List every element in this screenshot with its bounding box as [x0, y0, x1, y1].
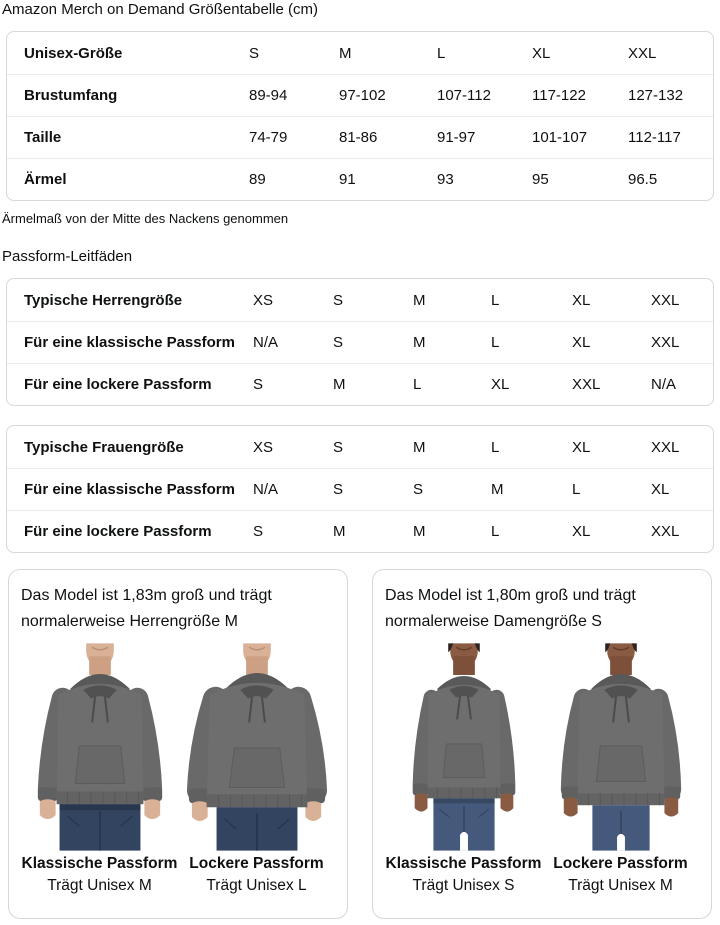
table-row: [7, 158, 713, 200]
table-row: [7, 468, 713, 510]
size-cell: S: [249, 44, 260, 62]
size-cell: 107-112: [437, 87, 491, 104]
size-cell: N/A: [651, 376, 677, 393]
size-cell: 93: [437, 171, 454, 188]
model-card-heading: Das Model ist 1,83m groß und trägt normalerweise Herrengröße M: [21, 587, 272, 630]
size-cell: M: [413, 523, 426, 540]
male-model-card: [8, 569, 348, 919]
figure-caption: [542, 855, 699, 895]
size-cell: L: [491, 438, 500, 456]
size-cell: XXL: [651, 523, 680, 540]
table-row: [7, 363, 713, 405]
table-row: [7, 321, 713, 363]
size-cell: M: [333, 376, 346, 393]
size-cell: XL: [491, 376, 510, 393]
fit-type-label: Klassische Passform: [21, 855, 178, 872]
size-cell: S: [333, 438, 344, 456]
size-cell: S: [253, 523, 264, 540]
size-cell: N/A: [253, 334, 279, 351]
size-cell: XL: [651, 481, 670, 498]
size-cell: S: [413, 481, 424, 498]
table-row: [7, 426, 713, 468]
fit-guides-title: Passform-Leitfäden: [2, 248, 133, 265]
size-cell: L: [491, 523, 500, 540]
figure-caption: [21, 855, 178, 895]
size-cell: 95: [532, 171, 549, 188]
size-cell: XL: [572, 438, 591, 456]
size-cell: XL: [572, 291, 591, 309]
size-cell: L: [491, 291, 500, 309]
table-row: [7, 74, 713, 116]
size-cell: 91: [339, 171, 356, 188]
size-cell: L: [491, 334, 500, 351]
size-cell: 127-132: [628, 87, 684, 104]
size-cell: N/A: [253, 481, 279, 498]
row-label: Taille: [24, 129, 62, 146]
fit-type-label: Lockere Passform: [553, 855, 688, 872]
mens-fit-table: [6, 278, 714, 406]
size-cell: L: [437, 44, 446, 62]
size-cell: S: [253, 376, 264, 393]
model-card-heading: Das Model ist 1,80m groß und trägt normalerweise Damengröße S: [385, 587, 636, 630]
size-cell: L: [413, 376, 422, 393]
model-cards: [8, 569, 712, 919]
sleeve-measure-note: Ärmelmaß von der Mitte des Nackens genommen: [2, 211, 289, 226]
size-cell: 74-79: [249, 129, 288, 146]
page-title: Amazon Merch on Demand Größentabelle (cm): [2, 1, 318, 18]
size-cell: 89: [249, 171, 266, 188]
table-row: [7, 116, 713, 158]
row-label: Typische Frauengröße: [24, 438, 184, 456]
size-cell: M: [413, 334, 426, 351]
worn-size-label: Trägt Unisex M: [47, 877, 152, 894]
table-row: [7, 510, 713, 552]
size-cell: XXL: [651, 438, 680, 456]
figure-loose-fit: [542, 643, 699, 895]
size-cell: 112-117: [628, 129, 681, 146]
model-photo-male-loose: [183, 643, 331, 851]
figure-caption: [385, 855, 542, 895]
size-cell: XXL: [651, 291, 680, 309]
size-cell: S: [333, 334, 344, 351]
fit-type-label: Klassische Passform: [385, 855, 542, 872]
size-cell: S: [333, 291, 344, 309]
worn-size-label: Trägt Unisex M: [568, 877, 673, 894]
size-cell: XXL: [572, 376, 601, 393]
worn-size-label: Trägt Unisex L: [206, 877, 307, 894]
row-label: Für eine lockere Passform: [24, 376, 212, 393]
model-photo-female-classic: [390, 643, 538, 851]
model-photo-female-loose: [547, 643, 695, 851]
model-photo-male-classic: [26, 643, 174, 851]
size-cell: M: [339, 44, 352, 62]
table-row: [7, 279, 713, 321]
size-cell: XXL: [628, 44, 657, 62]
size-cell: XL: [572, 334, 591, 351]
row-label: Für eine klassische Passform: [24, 334, 235, 351]
worn-size-label: Trägt Unisex S: [412, 877, 515, 894]
figure-caption: [178, 855, 335, 895]
size-cell: 97-102: [339, 87, 386, 104]
model-figures: [385, 643, 699, 895]
figure-classic-fit: [385, 643, 542, 895]
size-cell: M: [413, 291, 426, 309]
size-cell: XXL: [651, 334, 680, 351]
figure-classic-fit: [21, 643, 178, 895]
row-label: Für eine klassische Passform: [24, 481, 235, 498]
row-label: Ärmel: [24, 171, 67, 188]
size-cell: L: [572, 481, 581, 498]
female-model-card: [372, 569, 712, 919]
row-label: Für eine lockere Passform: [24, 523, 212, 540]
table-row: [7, 32, 713, 74]
unisex-size-table: [6, 31, 714, 201]
size-cell: 89-94: [249, 87, 288, 104]
size-cell: 101-107: [532, 129, 588, 146]
womens-fit-table: [6, 425, 714, 553]
row-label: Brustumfang: [24, 87, 118, 104]
figure-loose-fit: [178, 643, 335, 895]
size-cell: 81-86: [339, 129, 378, 146]
size-cell: XL: [572, 523, 591, 540]
size-cell: M: [491, 481, 504, 498]
size-cell: XS: [253, 438, 274, 456]
row-label: Typische Herrengröße: [24, 291, 183, 309]
size-cell: 96.5: [628, 171, 658, 188]
size-cell: S: [333, 481, 344, 498]
size-cell: M: [413, 438, 426, 456]
size-cell: XS: [253, 291, 274, 309]
size-cell: 117-122: [532, 87, 586, 104]
size-cell: XL: [532, 44, 551, 62]
size-cell: 91-97: [437, 129, 476, 146]
model-figures: [21, 643, 335, 895]
size-cell: M: [333, 523, 346, 540]
fit-type-label: Lockere Passform: [189, 855, 324, 872]
row-label: Unisex-Größe: [24, 44, 123, 62]
